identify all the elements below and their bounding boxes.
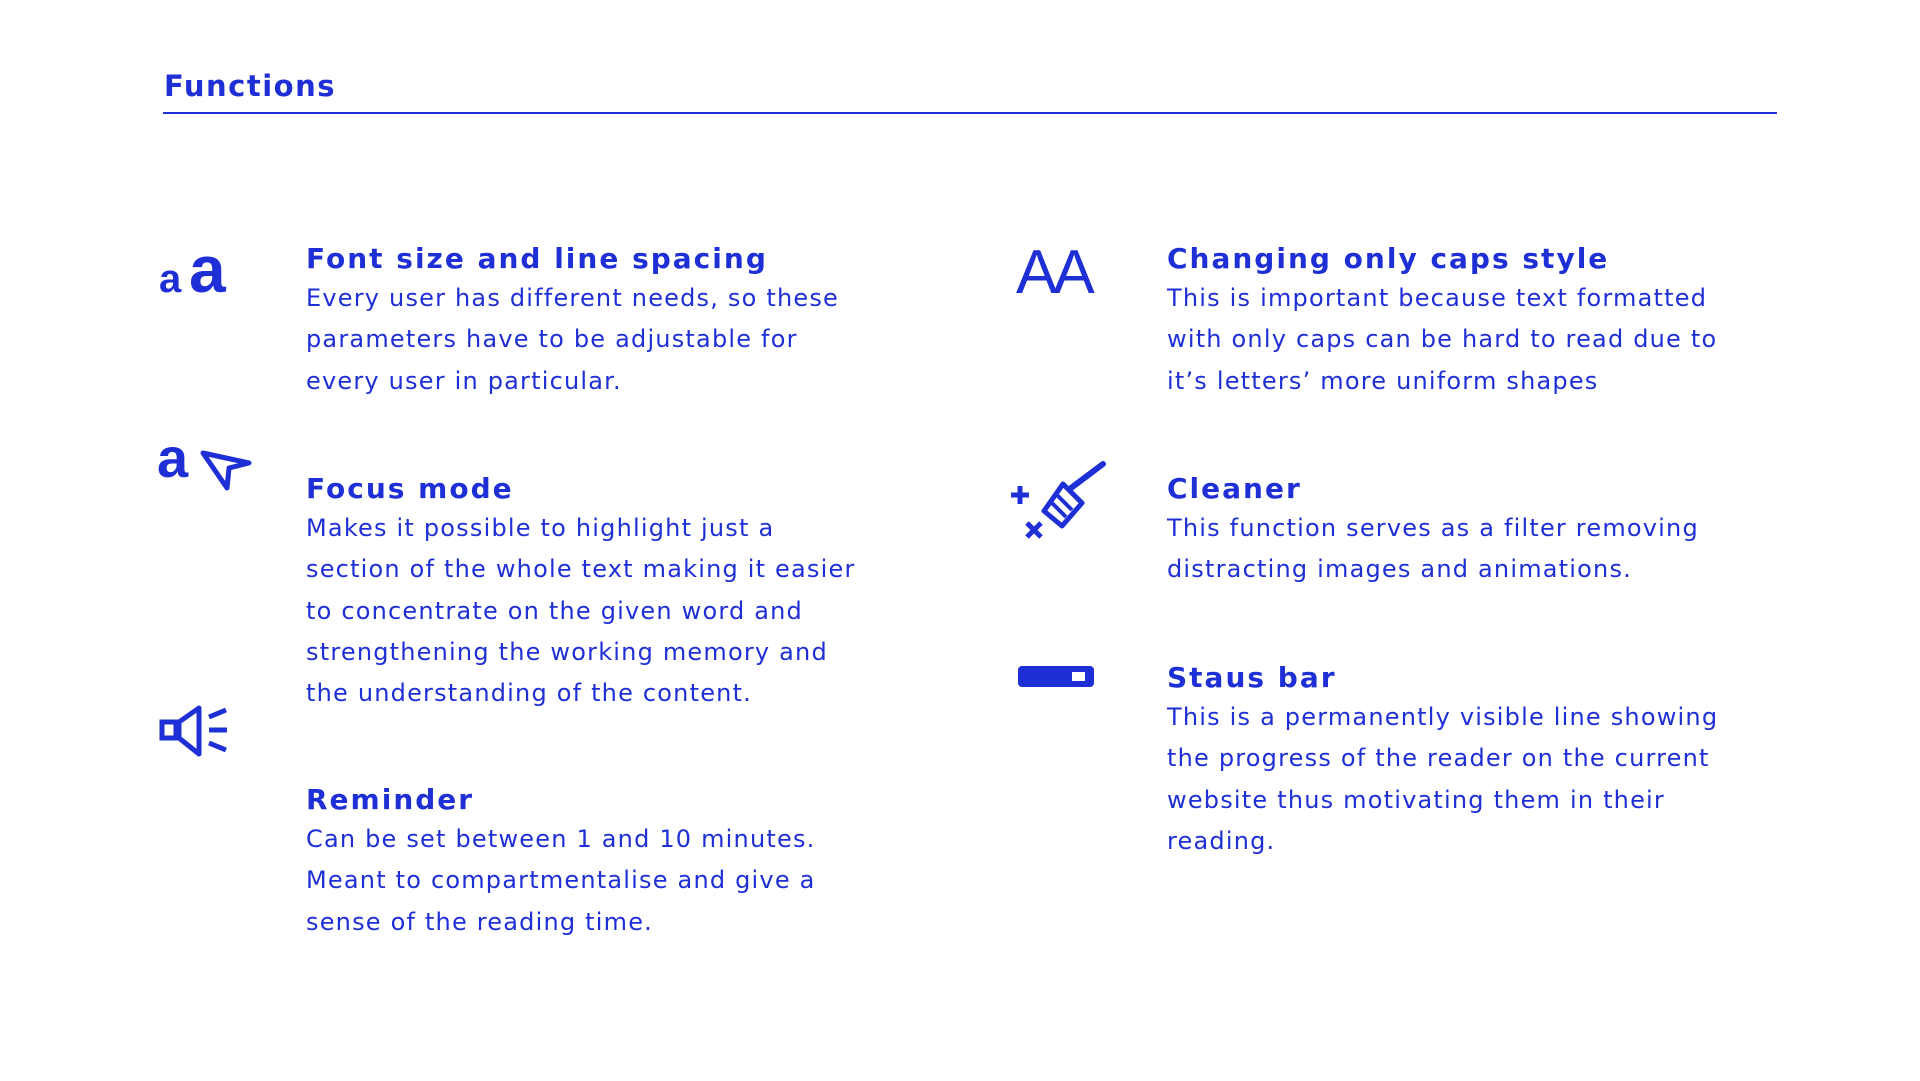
feature-title: Font size and line spacing xyxy=(306,242,768,275)
feature-title: Staus bar xyxy=(1167,661,1337,694)
svg-text:AA: AA xyxy=(1016,240,1091,300)
page-title: Functions xyxy=(164,69,336,103)
feature-status-bar xyxy=(1167,659,1787,862)
speaker-icon xyxy=(159,700,249,762)
feature-description: This is a permanently visible line showing the progress of the reader on the current website thus motivating them in their reading. xyxy=(1167,703,1719,855)
font-size-icon xyxy=(157,238,247,298)
feature-description: This function serves as a filter removing distracting images and animations. xyxy=(1167,514,1699,584)
feature-description: Can be set between 1 and 10 minutes. Meant to compartmentalise and give a sense of the reading time. xyxy=(306,825,816,936)
feature-title: Focus mode xyxy=(306,472,514,505)
feature-reminder xyxy=(306,781,926,943)
feature-title: Changing only caps style xyxy=(1167,242,1610,275)
broom-icon xyxy=(1008,460,1108,540)
feature-description: Every user has different needs, so these parameters have to be adjustable for every user in particular. xyxy=(306,284,839,395)
feature-description: This is important because text formatted with only caps can be hard to read due to it’s letters’ more uniform shapes xyxy=(1167,284,1718,395)
feature-cleaner xyxy=(1167,470,1787,591)
feature-focus-mode xyxy=(306,470,926,714)
feature-title: Reminder xyxy=(306,783,475,816)
feature-font-size xyxy=(306,240,926,402)
feature-description: Makes it possible to highlight just a section of the whole text making it easier to concentrate on the given word and strengthening the working memory and the understanding of the content. xyxy=(306,514,856,708)
svg-text:a: a xyxy=(159,257,182,298)
feature-caps-style xyxy=(1167,240,1787,402)
svg-text:a: a xyxy=(189,238,226,298)
focus-cursor-icon xyxy=(157,430,252,495)
caps-icon xyxy=(1016,240,1111,300)
status-bar-icon xyxy=(1018,664,1096,690)
title-divider xyxy=(163,112,1777,114)
feature-title: Cleaner xyxy=(1167,472,1302,505)
svg-text:a: a xyxy=(157,430,189,489)
